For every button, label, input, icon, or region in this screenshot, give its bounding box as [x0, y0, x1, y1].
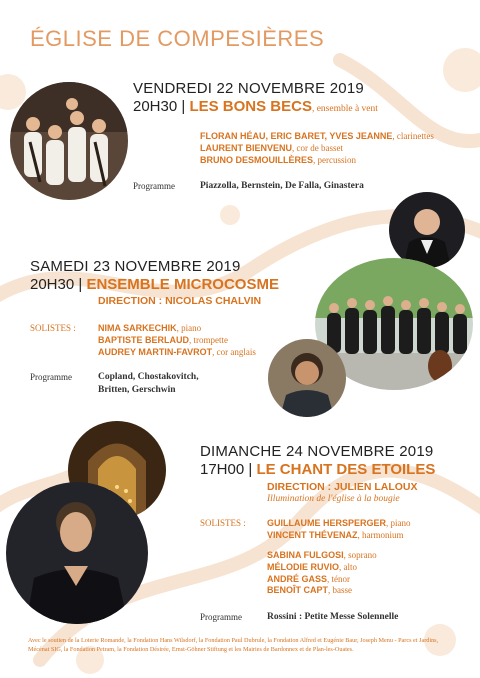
concert2-performers	[98, 323, 256, 358]
singer-line: ANDRÉ GASS, ténor	[267, 573, 351, 584]
concert2-program	[98, 371, 199, 397]
performer-line: BRUNO DESMOUILLÈRES, percussion	[200, 154, 357, 165]
concert2-soloists-label: SOLISTES :	[30, 323, 76, 333]
program-line: Copland, Chostakovitch,	[98, 372, 199, 382]
concert1-time-title	[133, 98, 378, 115]
concert3-performers	[267, 518, 411, 542]
les-bons-becs-photo	[10, 82, 128, 200]
concert3-time-title	[200, 461, 435, 478]
singer-line: SABINA FULGOSI, soprano	[267, 550, 377, 560]
concert1-program-label: Programme	[133, 181, 175, 191]
concert3-program: Rossini : Petite Messe Solennelle	[267, 612, 399, 622]
singer-line: BENOÎT CAPT, basse	[267, 585, 353, 596]
conductor-laloux-photo	[6, 482, 148, 624]
concert3-singers	[267, 550, 377, 597]
performer-line: GUILLAUME HERSPERGER, piano	[267, 518, 411, 528]
concert2-time: 20H30 |	[30, 276, 83, 293]
performer-line: AUDREY MARTIN-FAVROT, cor anglais	[98, 346, 256, 357]
concert3-soloists-label: SOLISTES :	[200, 518, 246, 528]
performer-line: FLORAN HÉAU, ERIC BARET, YVES JEANNE, clarinettes	[200, 131, 434, 141]
program-line: Britten, Gerschwin	[98, 385, 176, 395]
concert1-date: VENDREDI 22 NOVEMBRE 2019	[133, 80, 364, 97]
concert1-subtitle: , ensemble à vent	[311, 104, 378, 114]
concert2-program-label: Programme	[30, 372, 72, 382]
performer-line: BAPTISTE BERLAUD, trompette	[98, 334, 229, 345]
performer-line: NIMA SARKECHIK, piano	[98, 323, 202, 333]
sponsors-footer: Avec le soutien de la Loterie Romande, la Fondation Hans Wilsdorf, la Fondation Paul Dubrule, la Fondation Alfred et Eugénie Baur, Joseph Menu - Parcs et Jardins, Mécénat SIG, la Fondation Petram, la Fondation Désirée, Ernst-Göhner Stiftung et les Mairies de Bardonnex et de Plan-les-Ouates.	[28, 637, 439, 653]
performer-line: LAURENT BIENVENU, cor de basset	[200, 142, 343, 153]
concert1-time: 20H30 |	[133, 98, 186, 115]
concert2-director: DIRECTION : NICOLAS CHALVIN	[98, 295, 262, 307]
concert1-performers	[200, 131, 434, 166]
soloist-sarkechik-photo	[268, 339, 346, 417]
concert3-note: Illumination de l'église à la bougie	[267, 494, 400, 504]
concert2-date: SAMEDI 23 NOVEMBRE 2019	[30, 258, 241, 275]
performer-line: VINCENT THÉVENAZ, harmonium	[267, 529, 404, 540]
concert2-title: ENSEMBLE MICROCOSME	[86, 276, 279, 293]
concert1-title: LES BONS BECS	[189, 98, 312, 115]
concert3-time: 17H00 |	[200, 461, 253, 478]
conductor-chalvin-photo	[389, 192, 465, 268]
concert1-program: Piazzolla, Bernstein, De Falla, Ginastera	[200, 181, 364, 191]
venue-title: ÉGLISE DE COMPESIÈRES	[30, 26, 325, 51]
concert3-program-label: Programme	[200, 612, 242, 622]
concert3-date: DIMANCHE 24 NOVEMBRE 2019	[200, 443, 434, 460]
concert2-time-title	[30, 276, 279, 293]
concert3-director: DIRECTION : JULIEN LALOUX	[267, 481, 418, 493]
concert3-title: LE CHANT DES ETOILES	[256, 461, 436, 478]
singer-line: MÉLODIE RUVIO, alto	[267, 561, 358, 572]
